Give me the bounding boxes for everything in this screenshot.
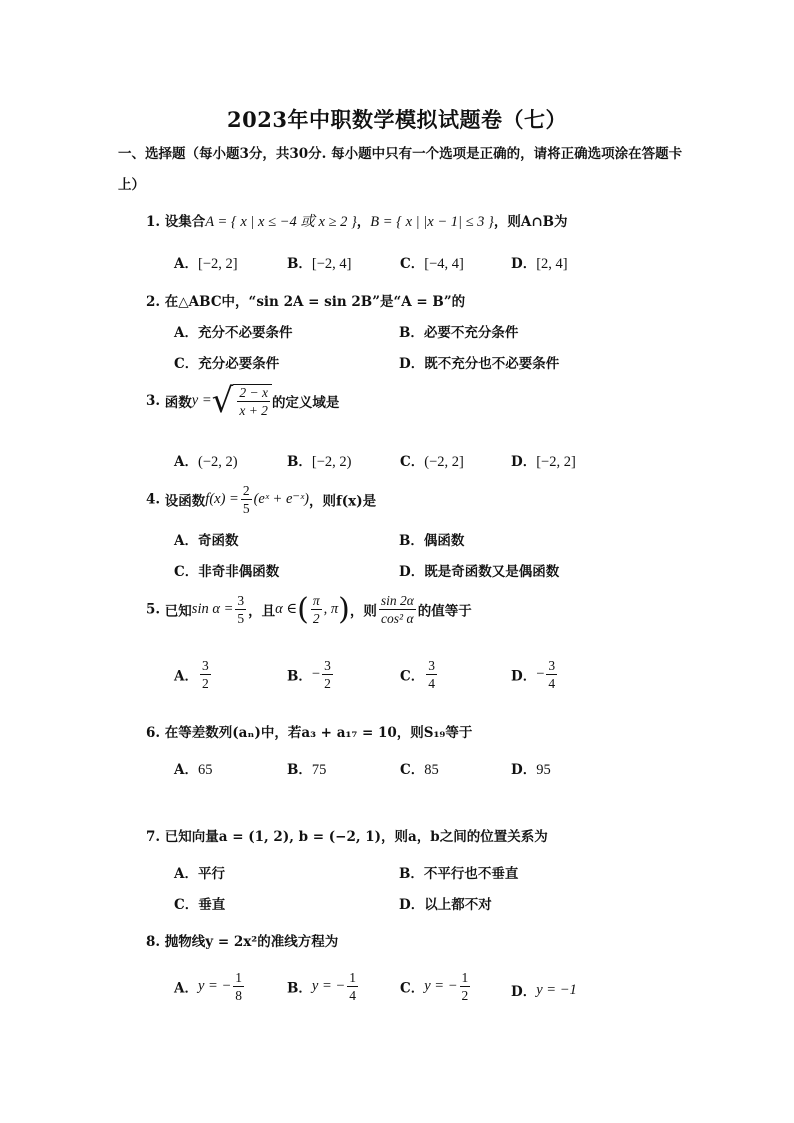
q4-options-row1 <box>174 529 694 551</box>
option-a-value: [−2, 2] <box>197 256 238 272</box>
question-text-tail: 的值等于 <box>417 603 472 620</box>
option-d-value: [−2, 2] <box>536 454 576 470</box>
question-number: 6. <box>146 725 165 741</box>
option-d[interactable]: D．95 <box>511 762 551 778</box>
question-text: 设函数 <box>164 493 206 510</box>
option-d-value: [2, 4] <box>536 256 568 272</box>
option-c-value: 非奇非偶函数 <box>198 564 280 580</box>
frac-numerator: sin 2α <box>380 593 414 608</box>
option-d[interactable]: D．既是奇函数又是偶函数 <box>399 564 560 580</box>
option-a[interactable]: A．[−2, 2] <box>174 256 238 272</box>
question-text-mid: ，且 <box>248 603 276 620</box>
set-a: A = { x | x ≤ −4 或 x ≥ 2 } <box>205 214 357 230</box>
frac-numerator: 2 <box>242 483 250 498</box>
option-c[interactable]: C． $\frac{3}{4}$ <box>400 658 435 691</box>
option-a[interactable]: A．奇函数 <box>174 533 239 549</box>
function-rhs: (eˣ + e⁻ˣ) <box>253 491 309 507</box>
question-7 <box>146 825 706 845</box>
question-number: 7. <box>146 829 165 845</box>
option-d[interactable]: D．既不充分也不必要条件 <box>399 356 560 372</box>
option-b-value: 不平行也不垂直 <box>423 866 519 882</box>
question-text-then: ，则 <box>349 603 377 620</box>
sin-lhs: sin α = <box>191 601 234 617</box>
option-d-value: 以上都不对 <box>424 897 492 913</box>
set-b: B = { x | |x − 1| ≤ 3 } <box>370 214 494 230</box>
q2-options-row2 <box>174 352 694 374</box>
section-heading: 一、选择题（每小题3分，共30分. 每小题中只有一个选项是正确的，请将正确选项涂在答题卡上） <box>118 146 683 193</box>
option-c[interactable]: C．充分必要条件 <box>174 356 280 372</box>
question-text: 设集合 <box>164 214 206 230</box>
option-b[interactable]: B．偶函数 <box>399 533 465 549</box>
option-a[interactable]: A．y = − $\frac{1}{8}$ <box>174 970 242 1003</box>
option-b[interactable]: B．必要不充分条件 <box>399 325 519 341</box>
option-b-value: [−2, 4] <box>311 256 352 272</box>
frac-denominator: 5 <box>242 501 250 516</box>
option-d-value: 既不充分也不必要条件 <box>424 356 560 372</box>
option-b-value: [−2, 2) <box>311 454 352 470</box>
question-text: 已知 <box>164 603 192 620</box>
option-d-value: 95 <box>536 762 551 778</box>
option-a-value: (−2, 2) <box>197 454 238 470</box>
option-a-value: 充分不必要条件 <box>197 325 293 341</box>
question-text-tail: 的定义域是 <box>271 395 340 411</box>
option-c[interactable]: C．(−2, 2] <box>400 454 464 470</box>
option-c-value: 充分必要条件 <box>198 356 280 372</box>
option-c[interactable]: C．85 <box>400 762 439 778</box>
option-c[interactable]: C．非奇非偶函数 <box>174 564 280 580</box>
option-c-value: (−2, 2] <box>424 454 464 470</box>
option-b[interactable]: B．[−2, 2) <box>287 454 352 470</box>
option-d-value: 既是奇函数又是偶函数 <box>424 564 560 580</box>
frac-numerator: π <box>312 593 320 608</box>
question-number: 4. <box>146 491 165 508</box>
option-a[interactable]: A．平行 <box>174 866 225 882</box>
option-a-value: 平行 <box>197 866 225 882</box>
frac-denominator: x + 2 <box>239 403 268 418</box>
option-d[interactable]: D．y = −1 <box>511 982 577 1000</box>
fraction <box>241 483 252 516</box>
interval-tail: , π <box>323 601 339 617</box>
question-8 <box>146 930 706 950</box>
option-d[interactable]: D．[2, 4] <box>511 256 568 272</box>
option-c[interactable]: C．y = − $\frac{1}{2}$ <box>400 970 469 1003</box>
q5-options <box>174 658 694 698</box>
page-title: 2023年中职数学模拟试题卷（七） <box>227 107 567 132</box>
option-b[interactable]: B．y = − $\frac{1}{4}$ <box>287 970 356 1003</box>
question-number: 8. <box>146 934 165 950</box>
option-b-value: 偶函数 <box>423 533 465 549</box>
option-a[interactable]: A．充分不必要条件 <box>174 325 293 341</box>
q7-options-row1 <box>174 862 694 884</box>
option-d[interactable]: D．− $\frac{3}{4}$ <box>511 658 556 691</box>
q7-options-row2 <box>174 893 694 915</box>
option-a-value: 65 <box>197 762 213 778</box>
question-text-tail: ，则A∩B为 <box>493 214 568 230</box>
option-c-value: [−4, 4] <box>424 256 464 272</box>
question-2 <box>146 290 706 310</box>
question-text: 已知向量a = (1, 2), b = (−2, 1)，则a，b之间的位置关系为 <box>164 829 548 845</box>
q4-options-row2 <box>174 560 694 582</box>
question-text: 函数 <box>164 395 192 411</box>
option-b-value: 必要不充分条件 <box>423 325 519 341</box>
option-d[interactable]: D．[−2, 2] <box>511 454 576 470</box>
option-c-value: 85 <box>424 762 439 778</box>
option-d[interactable]: D．以上都不对 <box>399 897 492 913</box>
option-b[interactable]: B．不平行也不垂直 <box>399 866 519 882</box>
question-1: 1. 设集合A = { x | x ≤ −4 或 x ≥ 2 }，B = { x | |x − 1| ≤ 3 }，则A∩B为 <box>146 214 568 230</box>
question-text: 抛物线y = 2x²的准线方程为 <box>164 934 339 950</box>
question-number: 3. <box>146 393 165 409</box>
function-lhs: f(x) = <box>205 491 239 507</box>
function-lhs: y = <box>191 392 212 409</box>
option-a[interactable]: A． $\frac{3}{2}$ <box>174 658 209 691</box>
question-text: 在等差数列(aₙ)中，若a₃ + a₁₇ = 10，则S₁₉等于 <box>164 725 473 741</box>
option-a[interactable]: A．(−2, 2) <box>174 454 238 470</box>
question-number: 1. <box>146 214 165 230</box>
frac-denominator: 2 <box>312 611 320 626</box>
question-text: 在△ABC中，“sin 2A = sin 2B”是“A = B”的 <box>164 294 466 310</box>
q1-options <box>174 252 694 274</box>
option-c-value: 垂直 <box>198 897 226 913</box>
q8-options <box>174 970 694 1010</box>
option-b-value: 75 <box>311 762 327 778</box>
option-c[interactable]: C．[−4, 4] <box>400 256 464 272</box>
frac-numerator: 2 − x <box>239 385 268 400</box>
frac-numerator: 3 <box>237 593 245 608</box>
question-text-tail: ，则f(x)是 <box>308 493 377 510</box>
frac-denominator: 5 <box>237 611 245 626</box>
option-b[interactable]: B．− $\frac{3}{2}$ <box>287 658 331 691</box>
question-6 <box>146 721 706 741</box>
q3-options <box>174 450 694 472</box>
question-4 <box>146 483 706 516</box>
option-b[interactable]: B．75 <box>287 762 327 778</box>
frac-denominator: cos² α <box>381 611 414 626</box>
option-a[interactable]: A．65 <box>174 762 213 778</box>
question-number: 5. <box>146 601 165 618</box>
question-3 <box>146 381 706 421</box>
sqrt-expression: √ $\frac{2 - x}{x + 2}$ <box>212 384 272 418</box>
option-b[interactable]: B．[−2, 4] <box>287 256 352 272</box>
option-c[interactable]: C．垂直 <box>174 897 226 913</box>
question-5: 5. 已知sin α = $\frac{3}{5}$ ，且α ∈( $\frac{\pi}{2}$ , π)，则 $\frac{\sin 2\alpha}{\text{cos² α}}$ 的值等于 <box>146 591 472 627</box>
option-a-value: 奇函数 <box>197 533 239 549</box>
alpha-in: α ∈ <box>275 601 298 617</box>
question-number: 2. <box>146 294 165 310</box>
q6-options <box>174 758 694 780</box>
q2-options-row1 <box>174 321 694 343</box>
